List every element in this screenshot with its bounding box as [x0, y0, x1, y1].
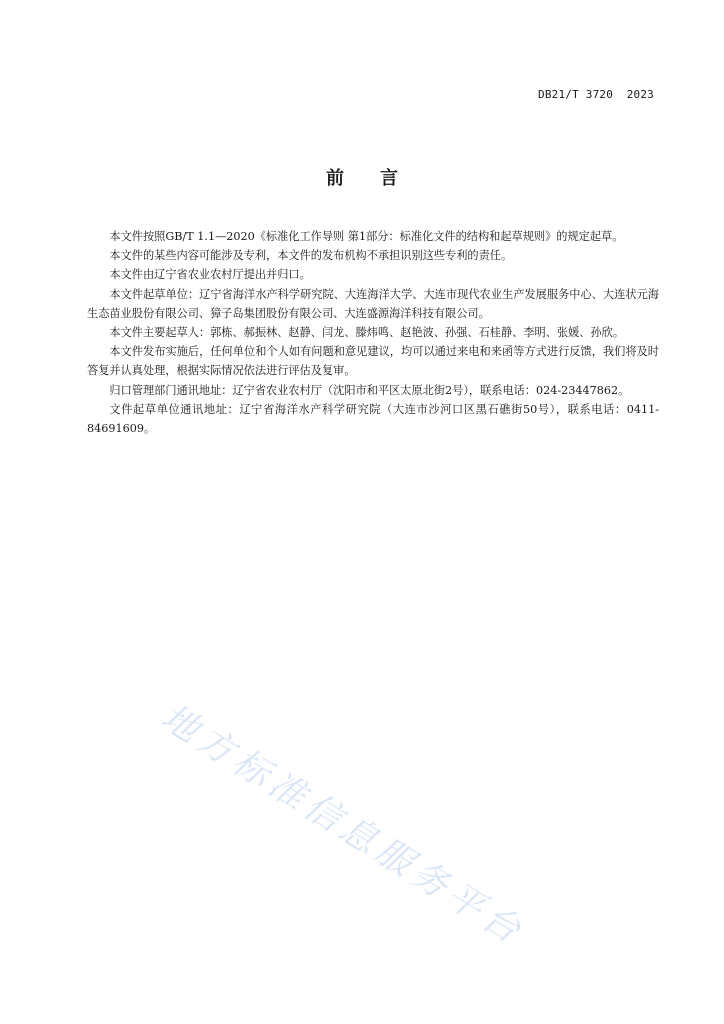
paragraph-management-address: 归口管理部门通讯地址：辽宁省农业农村厅（沈阳市和平区太原北街2号），联系电话：024-23447862。	[109, 383, 630, 397]
paragraph-drafting-units: 本文件起草单位：辽宁省海洋水产科学研究院、大连海洋大学、大连市现代农业生产发展服务中心、大连状元海生态苗业股份有限公司、獐子岛集团股份有限公司、大连盛源海洋科技有限公司。	[87, 287, 659, 320]
paragraph-patent-notice: 本文件的某些内容可能涉及专利，本文件的发布机构不承担识别这些专利的责任。	[109, 249, 513, 263]
page-title	[0, 164, 724, 190]
paragraph-drafters: 本文件主要起草人：郭栋、郝振林、赵静、闫龙、滕炜鸣、赵艳波、孙强、石桂静、李明、张媛、孙欣。	[109, 326, 625, 340]
paragraph-feedback: 本文件发布实施后，任何单位和个人如有问题和意见建议，均可以通过来电和来函等方式进行反馈，我们将及时答复并认真处理，根据实际情况依法进行评估及复审。	[87, 345, 659, 378]
paragraph-drafter-address: 文件起草单位通讯地址：辽宁省海洋水产科学研究院（大连市沙河口区黑石礁街50号），联系电话：0411-84691609。	[87, 402, 659, 436]
foreword-body	[87, 227, 659, 438]
paragraph-proposer: 本文件由辽宁省农业农村厅提出并归口。	[109, 268, 311, 282]
standard-code: DB21/T 3720 2023	[538, 88, 654, 101]
watermark: 地方标准信息服务平台	[154, 696, 532, 955]
title-char-1: 前	[326, 168, 344, 189]
title-char-2: 言	[380, 168, 398, 189]
paragraph-drafting-rules: 本文件按照GB/T 1.1—2020《标准化工作导则 第1部分：标准化文件的结构和起草规则》的规定起草。	[109, 230, 624, 243]
